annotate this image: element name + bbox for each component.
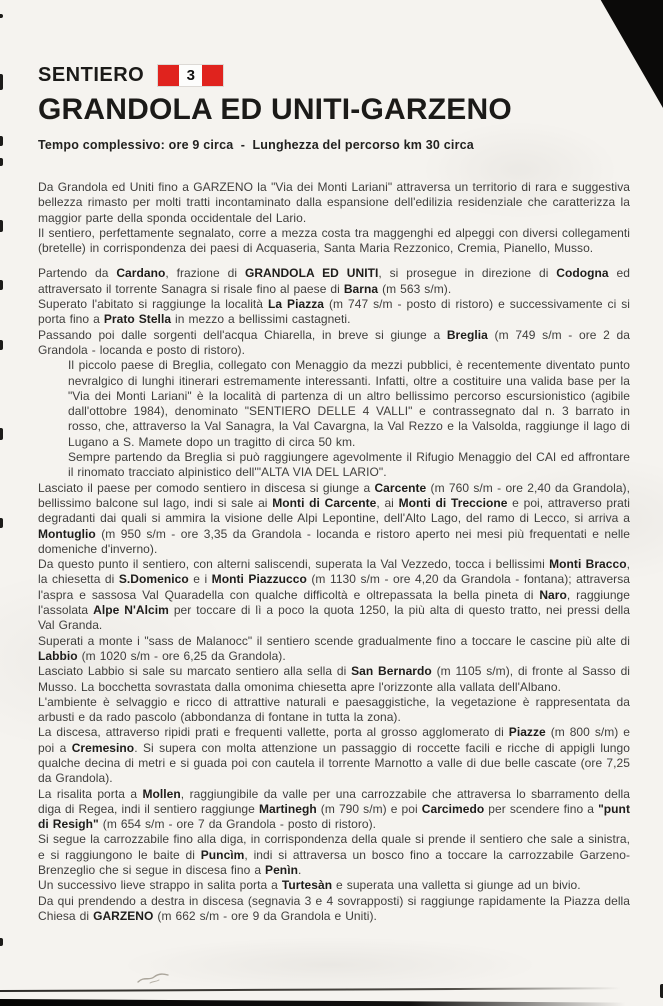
trail-number-badge (158, 65, 223, 86)
scan-speck (0, 428, 3, 440)
article-body (38, 180, 630, 924)
paragraph: Superati a monte i "sass de Malanocc" il sentiero scende gradualmente fino a toccare le cascine più alte di Labbio (m 1020 s/m - ore 6,25 da Grandola). (38, 633, 630, 663)
scan-speck (0, 74, 3, 90)
paragraph: Sempre partendo da Breglia si può raggiungere agevolmente il Rifugio Menaggio del CAI ed affrontare il rinomato tracciato alpinistico dell'"ALTA VIA DEL LARIO". (68, 450, 630, 480)
paragraph: L'ambiente è selvaggio e ricco di attrattive naturali e paesaggistiche, la vegetazione è rappresentata da arbusti e da rado pascolo (abbondanza di fontane in tutta la zona). (38, 694, 630, 725)
paragraph: Un successivo lieve strappo in salita porta a Turtesàn e superata una valletta si giunge ad un bivio. (38, 878, 581, 893)
paragraph: Partendo da Cardano, frazione di GRANDOLA ED UNITI, si prosegue in direzione di Codogna ed attraversato il torrente Sanagra si risale fino al paese di Barna (m 563 s/m). (38, 266, 630, 296)
paragraph: Superato l'abitato si raggiunge la località La Piazza (m 747 s/m - posto di ristoro) e successivamente ci si porta fino a Prato Stella in mezzo a bellissimi castagneti. (38, 297, 630, 327)
scan-speck (0, 518, 3, 528)
trail-stats: Tempo complessivo: ore 9 circa - Lunghezza del percorso km 30 circa (38, 138, 474, 152)
badge-red-square-right (202, 65, 223, 86)
scan-speck (0, 280, 3, 290)
paragraph: Passando poi dalle sorgenti dell'acqua Chiarella, in breve si giunge a Breglia (m 749 s/m - ore 2 da Grandola - locanda e posto di ristoro). (38, 327, 631, 357)
trail-header (38, 64, 630, 152)
trail-number: 3 (179, 65, 202, 86)
scan-speck (0, 158, 3, 166)
paragraph: Il sentiero, perfettamente segnalato, corre a mezza costa tra maggenghi ed alpeggi con diversi collegamenti (bretelle) in corrispondenza dei paesi di Acquaseria, Santa Maria Rezzonico, Cremia, Pianello, Musso. (38, 225, 630, 256)
paragraph: Lasciato Labbio si sale su marcato sentiero alla sella di San Bernardo (m 1105 s/m), di fronte al Sasso di Musso. La bocchetta sovrastata dalla omonima chiesetta apre l'orizzonte alla vallata dell'Albano. (38, 664, 631, 694)
paragraph: Da Grandola ed Uniti fino a GARZENO la "Via dei Monti Lariani" attraversa un territorio di rara e suggestiva bellezza rimasto per molti tratti incontaminato dalla espansione dell'edilizia residenziale che caratterizza la maggior parte della sponda occidentale del Lario. (38, 180, 630, 225)
paragraph: La discesa, attraverso ripidi prati e frequenti vallette, porta al grosso agglomerato di Piazze (m 800 s/m) e poi a Cremesino. Si supera con molta attenzione un passaggio di roccette facili e ricche di appigli lungo qualche decina di metri e si guada poi con cautela il torrente Marnotto a valle di due belle cascate (ore 7,25 da Grandola). (38, 725, 630, 786)
page-title: GRANDOLA ED UNITI-GARZENO (38, 93, 512, 126)
paragraph: Lasciato il paese per comodo sentiero in discesa si giunge a Carcente (m 760 s/m - ore 2,40 da Grandola), bellissimo balcone sul lago, indi si sale ai Monti di Carcente, ai Monti di Treccione e poi, attraverso prati degradanti dai quali si ammira la visione delle Alpi Lepontine, dell'Alto Lago, del ramo di Lecco, si arriva a Montuglio (m 950 s/m - ore 3,35 da Grandola - locanda e ristoro aperto nei mesi più frequentati e nelle domeniche d'inverno). (38, 480, 630, 556)
kicker-row (38, 64, 630, 87)
scan-speck (0, 938, 3, 946)
badge-red-square-left (158, 65, 179, 86)
scan-speck (0, 340, 3, 350)
scan-bottom-line (0, 987, 620, 992)
scan-bottom-band (0, 998, 632, 1006)
paragraph: Il piccolo paese di Breglia, collegato con Menaggio da mezzi pubblici, è recentemente diventato punto nevralgico di lunghi itinerari estremamente interessanti. Infatti, oltre a costituire una valida base per la "Via dei Monti Lariani" è la località di partenza di un altro bellissimo percorso escursionistico (agibile dall'ottobre 1984), denominato "SENTIERO DELLE 4 VALLI" e contrassegnato dal n. 3 barrato in rosso, che, attraverso la Val Sanagra, la Val Cavargna, la Val Rezzo e la Valsolda, raggiunge il lago di Lugano a S. Mamete dopo un tragitto di circa 50 km. (68, 358, 630, 449)
trail-kicker: SENTIERO (38, 64, 145, 86)
scan-speck (0, 136, 3, 146)
paragraph: Si segue la carrozzabile fino alla diga, in corrispondenza della quale si prende il sentiero che sale a sinistra, e si raggiungono le baite di Puncìm, indi si attraversa un bosco fino a toccare la carrozzabile Garzeno-Brenzeglio che si segue in discesa fino a Penìn. (38, 832, 630, 878)
paragraph: La risalita porta a Mollen, raggiungibile da valle per una carrozzabile che attraversa lo sbarramento della diga di Regea, indi il sentiero raggiunge Martinegh (m 790 s/m) e poi Carcimedo per scendere fino a "punt di Resigh" (m 654 s/m - ore 7 da Grandola - posto di ristoro). (38, 786, 630, 832)
scan-speck (0, 220, 3, 232)
pencil-mark (136, 972, 170, 986)
paragraph: Da questo punto il sentiero, con alterni saliscendi, superata la Val Vezzedo, tocca i bellissimi Monti Bracco, la chiesetta di S.Domenico e i Monti Piazzucco (m 1130 s/m - ore 4,20 da Grandola - fontana); attraversa l'aspra e sassosa Val Quaradella con qualche difficoltà e oltrepassata la bella pineta di Naro, raggiunge l'assolata Alpe N'Alcim per toccare di lì a poco la quota 1250, la più alta di questo tratto, nei pressi della Val Granda. (38, 557, 630, 633)
paragraph: Da qui prendendo a destra in discesa (segnavia 3 e 4 sovrapposti) si raggiunge rapidamente la Piazza della Chiesa di GARZENO (m 662 s/m - ore 9 da Grandola e Uniti). (38, 893, 630, 923)
